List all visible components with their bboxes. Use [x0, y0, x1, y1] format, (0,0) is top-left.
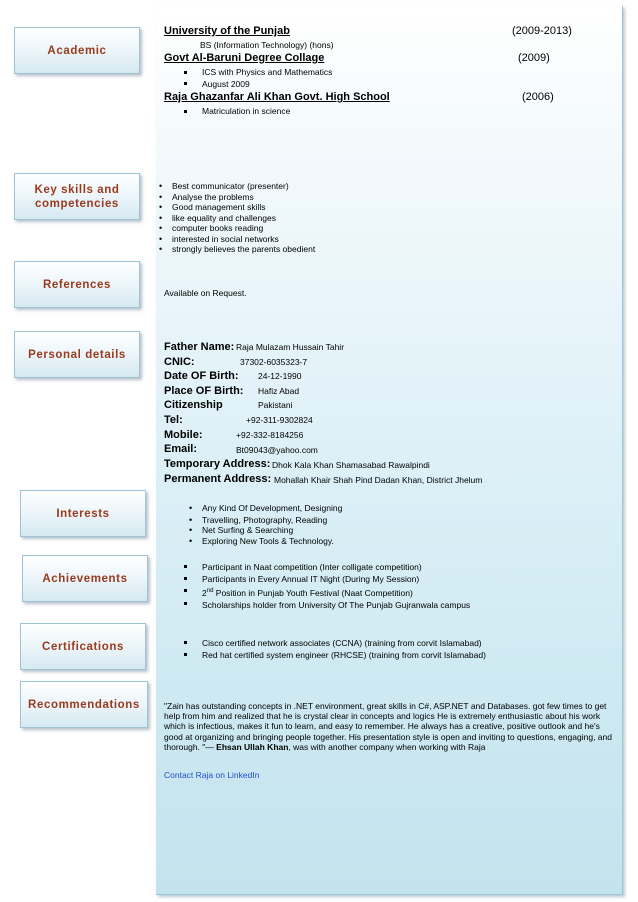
list-item: • Any Kind Of Development, Designing [202, 503, 342, 514]
year-1: (2009-2013) [512, 25, 572, 37]
perm-address-label: Permanent Address: [164, 473, 272, 485]
list-item: Red hat certified system engineer (RHCSE) (training from corvit Islamabad) [202, 650, 486, 660]
father-name-value: Raja Mulazam Hussain Tahir [236, 342, 345, 352]
temp-address-value: Dhok Kala Khan Shamasabad Rawalpindi [272, 460, 430, 470]
list-item: 2nd Position in Punjab Youth Festival (Naat Competition) [202, 585, 470, 599]
list-item: Participants in Every Annual IT Night (During My Session) [202, 573, 470, 585]
temp-address-label: Temporary Address: [164, 458, 271, 470]
cnic-value: 37302-6035323-7 [240, 357, 308, 367]
list-item: • Travelling, Photography, Reading [202, 515, 342, 526]
year-3: (2006) [522, 91, 554, 103]
mobile-label: Mobile: [164, 429, 203, 441]
label-academic: Academic [14, 27, 140, 74]
label-key-skills: Key skills and competencies [14, 173, 140, 220]
dob-label: Date OF Birth: [164, 370, 239, 382]
email-value: Bt09043@yahoo.com [236, 445, 318, 455]
institution-2-details [202, 67, 332, 89]
cnic-label: CNIC: [164, 356, 195, 368]
list-item: • Analyse the problems [172, 192, 315, 203]
linkedin-link[interactable]: Contact Raja on LinkedIn [164, 770, 260, 780]
label-recommendations: Recommendations [20, 681, 148, 728]
email-label: Email: [164, 443, 198, 455]
institution-3: Raja Ghazanfar Ali Khan Govt. High School [164, 91, 390, 103]
list-item: Matriculation in science [202, 106, 291, 116]
interests-list [202, 503, 342, 546]
pob-label: Place OF Birth: [164, 385, 244, 397]
list-item: Participant in Naat competition (Inter colligate competition) [202, 561, 470, 573]
list-item: • computer books reading [172, 223, 315, 234]
list-item: • Net Surfing & Searching [202, 525, 342, 536]
certifications-list [202, 637, 486, 661]
list-item: Cisco certified network associates (CCNA) (training from corvit Islamabad) [202, 637, 486, 649]
degree-1: BS (Information Technology) (hons) [200, 40, 334, 50]
list-item: • strongly believes the parents obedient [172, 244, 315, 255]
institution-3-details [202, 106, 290, 117]
pob-value: Hafiz Abad [258, 386, 300, 396]
recommendation-text: "Zain has outstanding concepts in .NET environment, great skills in C#, ASP.NET and Databases. got few times to get help from him and realized that he is crystal clear in concepts and logics He is extremely enthusiastic about his work which is infectious, makes it fun to learn, and easy to remember. He always has a creative, positive outlook and he's good at organizing and bringing people together. His presentation style is open and inviting to questions, engaging, and thorough. "— Ehsan Ullah Khan, was with another company when working with Raja [164, 701, 612, 752]
tel-label: Tel: [164, 414, 183, 426]
label-achievements: Achievements [22, 555, 148, 602]
achievements-list [202, 561, 470, 611]
mobile-value: +92-332-8184256 [236, 430, 304, 440]
year-2: (2009) [518, 52, 550, 64]
institution-1: University of the Punjab [164, 25, 290, 37]
list-item: • Best communicator (presenter) [172, 181, 315, 192]
list-item: Scholarships holder from University Of The Punjab Gujranwala campus [202, 599, 471, 610]
list-item: • Exploring New Tools & Technology. [202, 536, 342, 547]
list-item: • like equality and challenges [172, 213, 315, 224]
citizenship-label: Citizenship [164, 399, 223, 411]
skills-list [172, 181, 315, 255]
father-name-label: Father Name: [164, 341, 235, 353]
label-references: References [14, 261, 140, 308]
label-certifications: Certifications [20, 623, 146, 670]
citizenship-value: Pakistani [258, 400, 293, 410]
label-personal-details: Personal details [14, 331, 140, 378]
list-item: ICS with Physics and Mathematics [202, 67, 333, 77]
list-item: • Good management skills [172, 202, 315, 213]
tel-value: +92-311-9302824 [246, 415, 313, 425]
list-item: August 2009 [202, 79, 332, 90]
label-interests: Interests [20, 490, 146, 537]
institution-2: Govt Al-Baruni Degree Collage [164, 52, 325, 64]
dob-value: 24-12-1990 [258, 371, 302, 381]
content-panel [156, 6, 623, 895]
references-text: Available on Request. [164, 288, 247, 298]
list-item: • interested in social networks [172, 234, 315, 245]
perm-address-value: Mohallah Khair Shah Pind Dadan Khan, District Jhelum [274, 475, 483, 485]
